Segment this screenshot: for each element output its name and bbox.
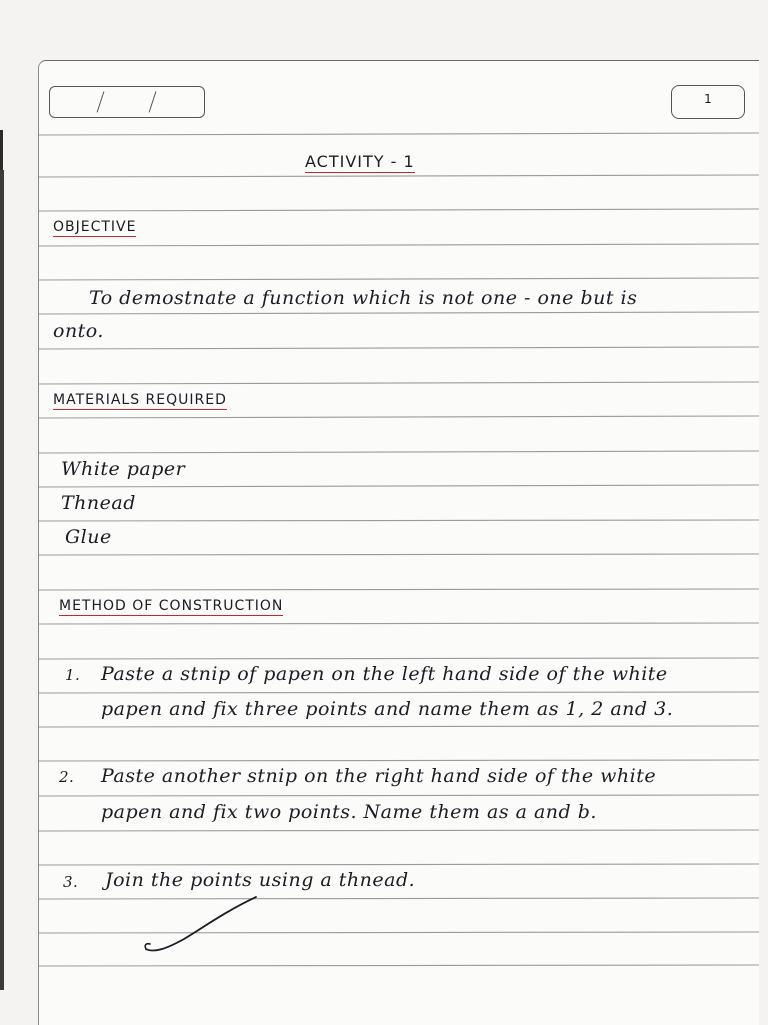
notebook-page [38,60,759,1025]
date-slash [149,91,157,112]
step-line-1: Paste a stnip of papen on the left hand side of the white [101,663,668,685]
rule-line [39,726,759,727]
date-slash [97,91,105,112]
binding-edge-top [0,130,3,170]
rule-line [39,485,759,487]
rule-line [39,520,759,521]
step-line-1: Join the points using a thnead. [105,869,416,891]
rule-line [39,554,759,555]
rule-line [39,416,759,418]
material-item: White paper [61,458,186,480]
rule-line [39,589,759,590]
rule-line [39,760,759,761]
material-item: Thnead [61,492,136,514]
rule-line [39,278,759,280]
page-number-box [671,85,745,119]
rule-line [39,658,759,659]
step-number: 3. [63,873,79,891]
method-heading: METHOD OF CONSTRUCTION [59,598,284,614]
materials-heading: MATERIALS REQUIRED [53,392,227,408]
step-line-2: papen and fix two points. Name them as a and b. [101,801,597,823]
rule-line [39,623,759,624]
rule-line [39,864,759,865]
rule-line [39,795,759,796]
step-line-2: papen and fix three points and name them as 1, 2 and 3. [101,698,674,720]
rule-line [39,244,759,246]
objective-line-1: To demostnate a function which is not one - one but is [89,287,638,309]
objective-line-2: onto. [53,320,104,342]
checkmark-signature-icon [144,891,264,961]
step-number: 1. [65,666,81,684]
rule-line [39,830,759,831]
objective-heading: OBJECTIVE [53,219,137,235]
date-box [49,86,205,118]
rule-line [39,175,759,177]
page-number: 1 [704,92,712,106]
step-number: 2. [59,768,75,786]
rule-line [39,209,759,211]
rule-line [39,692,759,693]
rule-line [39,133,759,135]
rule-line [39,382,759,384]
rule-line [39,347,759,349]
rule-line [39,965,759,966]
rule-line [39,451,759,453]
rule-line [39,312,759,314]
page-title: ACTIVITY - 1 [305,152,415,171]
material-item: Glue [65,526,112,548]
step-line-1: Paste another stnip on the right hand side of the white [101,765,657,787]
binding-edge [0,170,4,990]
